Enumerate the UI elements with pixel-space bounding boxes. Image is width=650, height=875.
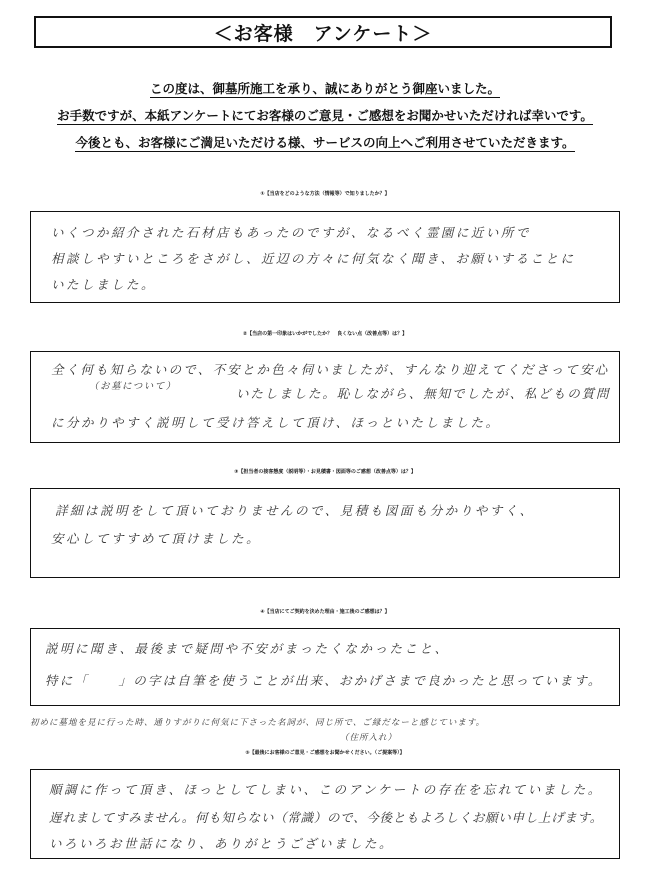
answer-line: いたしました。 [51,277,157,292]
question-3-answer-box[interactable] [30,488,620,578]
answer-line: 特に「 」の字は自筆を使うことが出来、おかげさまで良かったと思っています。 [45,673,603,688]
question-3-heading: ③【担当者の接客態度（説明等）・お見積書・図面等のご感想（改善点等）は？】 [234,469,416,475]
answer-line: 説明に聞き、最後まで疑問や不安がまったくなかったこと、 [45,641,450,656]
question-5-answer-box[interactable] [30,769,620,859]
answer-line: 相談しやすいところをさがし、近辺の方々に何気なく聞き、お願いすることに [51,251,576,266]
question-2-answer-box[interactable] [30,351,620,443]
answer-line: 詳細は説明をして頂いておりませんので、見積も図面も分かりやすく、 [55,503,535,518]
intro-line-3: 今後とも、お客様にご満足いただける様、サービスの向上へご利用させていただきます。 [75,135,575,150]
answer-line: 安心してすすめて頂けました。 [51,531,262,546]
answer-line: に分かりやすく説明して受け答えして頂け、ほっといたしました。 [51,415,501,430]
survey-title: ＜お客様 アンケート＞ [34,16,612,48]
answer-line: いたしました。恥しながら、無知でしたが、私どもの質問 [236,386,611,401]
question-4-heading: ④【当店にてご契約を決めた理由・施工後のご感想は？】 [260,609,390,615]
question-4-note-sub: （住所入れ） [340,733,398,743]
answer-line: 順調に作って頂き、ほっとしてしまい、このアンケートの存在を忘れていました。 [49,782,603,797]
answer-line: いくつか紹介された石材店もあったのですが、なるべく霊園に近い所で [51,225,531,240]
question-5-heading: ⑤【最後にお客様のご意見・ご感想をお聞かせください。（ご提案等）】 [245,750,405,756]
question-2-heading: ②【当店の第一印象はいかがでしたか？ 良くない点（改善点等）は？】 [242,331,408,337]
intro-line-2: お手数ですが、本紙アンケートにてお客様のご意見・ご感想をお聞かせいただければ幸いです。 [57,108,593,123]
question-1-heading: ①【当店をどのような方法（情報等）で知りましたか？】 [260,191,390,197]
question-4-note: 初めに墓地を見に行った時、通りすがりに何気に下さった名詞が、同じ所で、ご縁だなーと感じています。 [30,718,486,728]
answer-line: （お墓について） [89,381,177,392]
answer-line: 遅れましてすみません。何も知らない（常識）ので、今後ともよろしくお願い申し上げます。 [49,810,603,825]
answer-line: いろいろお世話になり、ありがとうございました。 [49,836,395,851]
question-4-answer-box[interactable] [30,628,620,706]
question-1-answer-box[interactable] [30,211,620,303]
answer-line: 全く何も知らないので、不安とか色々伺いましたが、すんなり迎えてくださって安心 [51,362,610,377]
intro-line-1: この度は、御墓所施工を承り、誠にありがとう御座いました。 [149,81,500,96]
